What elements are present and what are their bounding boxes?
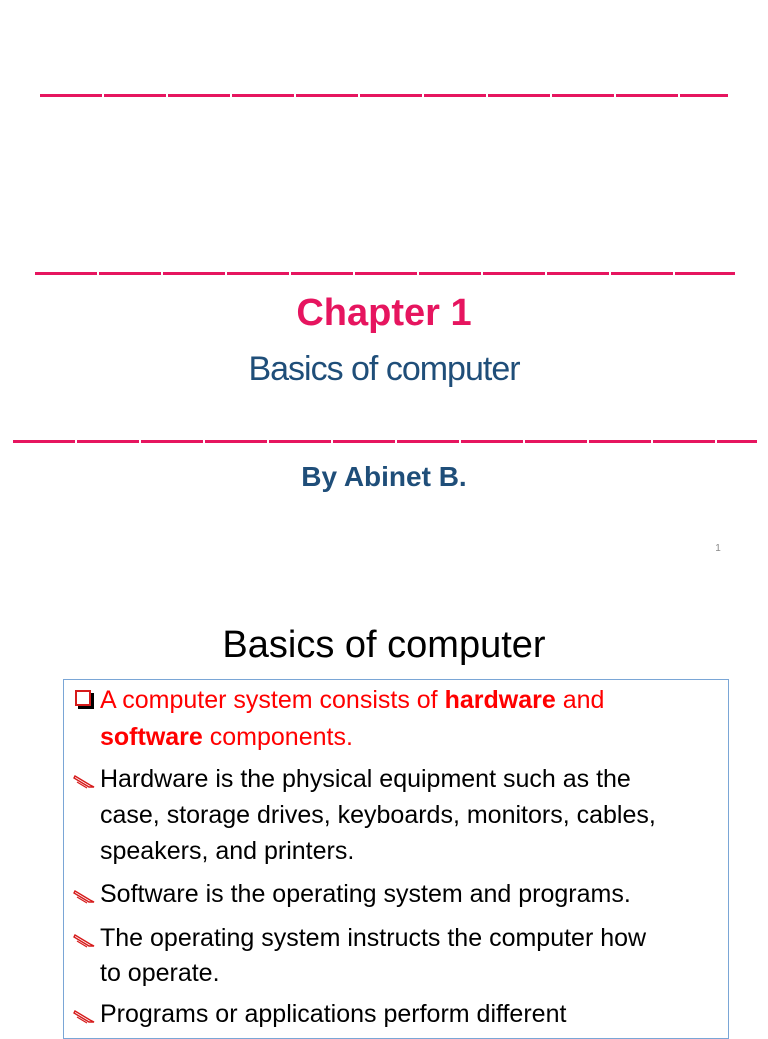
pencil-bullet-icon (73, 888, 97, 904)
author-line: By Abinet B. (301, 461, 467, 492)
decorative-rule-top (40, 94, 728, 97)
bullet-2-line-3: speakers, and printers. (100, 837, 355, 865)
slide-title: Basics of computer (222, 624, 546, 666)
bullet-2-line-2: case, storage drives, keyboards, monitors, cables, (100, 801, 656, 829)
page-number: 1 (715, 543, 721, 554)
pencil-bullet-icon (73, 1008, 97, 1024)
pencil-bullet-icon (73, 773, 97, 789)
bullet-1-line-1 (100, 682, 604, 718)
pencil-bullet-icon (73, 932, 97, 948)
bullet-1-text-hardware: hardware (444, 686, 556, 714)
chapter-title: Chapter 1 (296, 292, 472, 334)
bullet-1-text-a: A computer system consists of (100, 686, 445, 714)
bullet-1-line-2 (100, 719, 353, 755)
bullet-1-text-software: software (100, 723, 203, 751)
bullet-3-line-1: Software is the operating system and programs. (100, 880, 631, 908)
decorative-rule-middle (35, 272, 735, 275)
bullet-4-line-1: The operating system instructs the computer how (100, 924, 647, 952)
bullet-4-line-2: to operate. (100, 959, 220, 987)
decorative-rule-bottom (13, 440, 757, 443)
bullet-1-text-b: and (555, 686, 605, 714)
bullet-1-text-c: components. (202, 723, 353, 751)
bullet-5-line-1: Programs or applications perform different (100, 1000, 567, 1028)
bullet-2-line-1: Hardware is the physical equipment such as the (100, 765, 631, 793)
checkbox-bullet-icon (75, 690, 91, 706)
chapter-subtitle: Basics of computer (248, 350, 520, 388)
